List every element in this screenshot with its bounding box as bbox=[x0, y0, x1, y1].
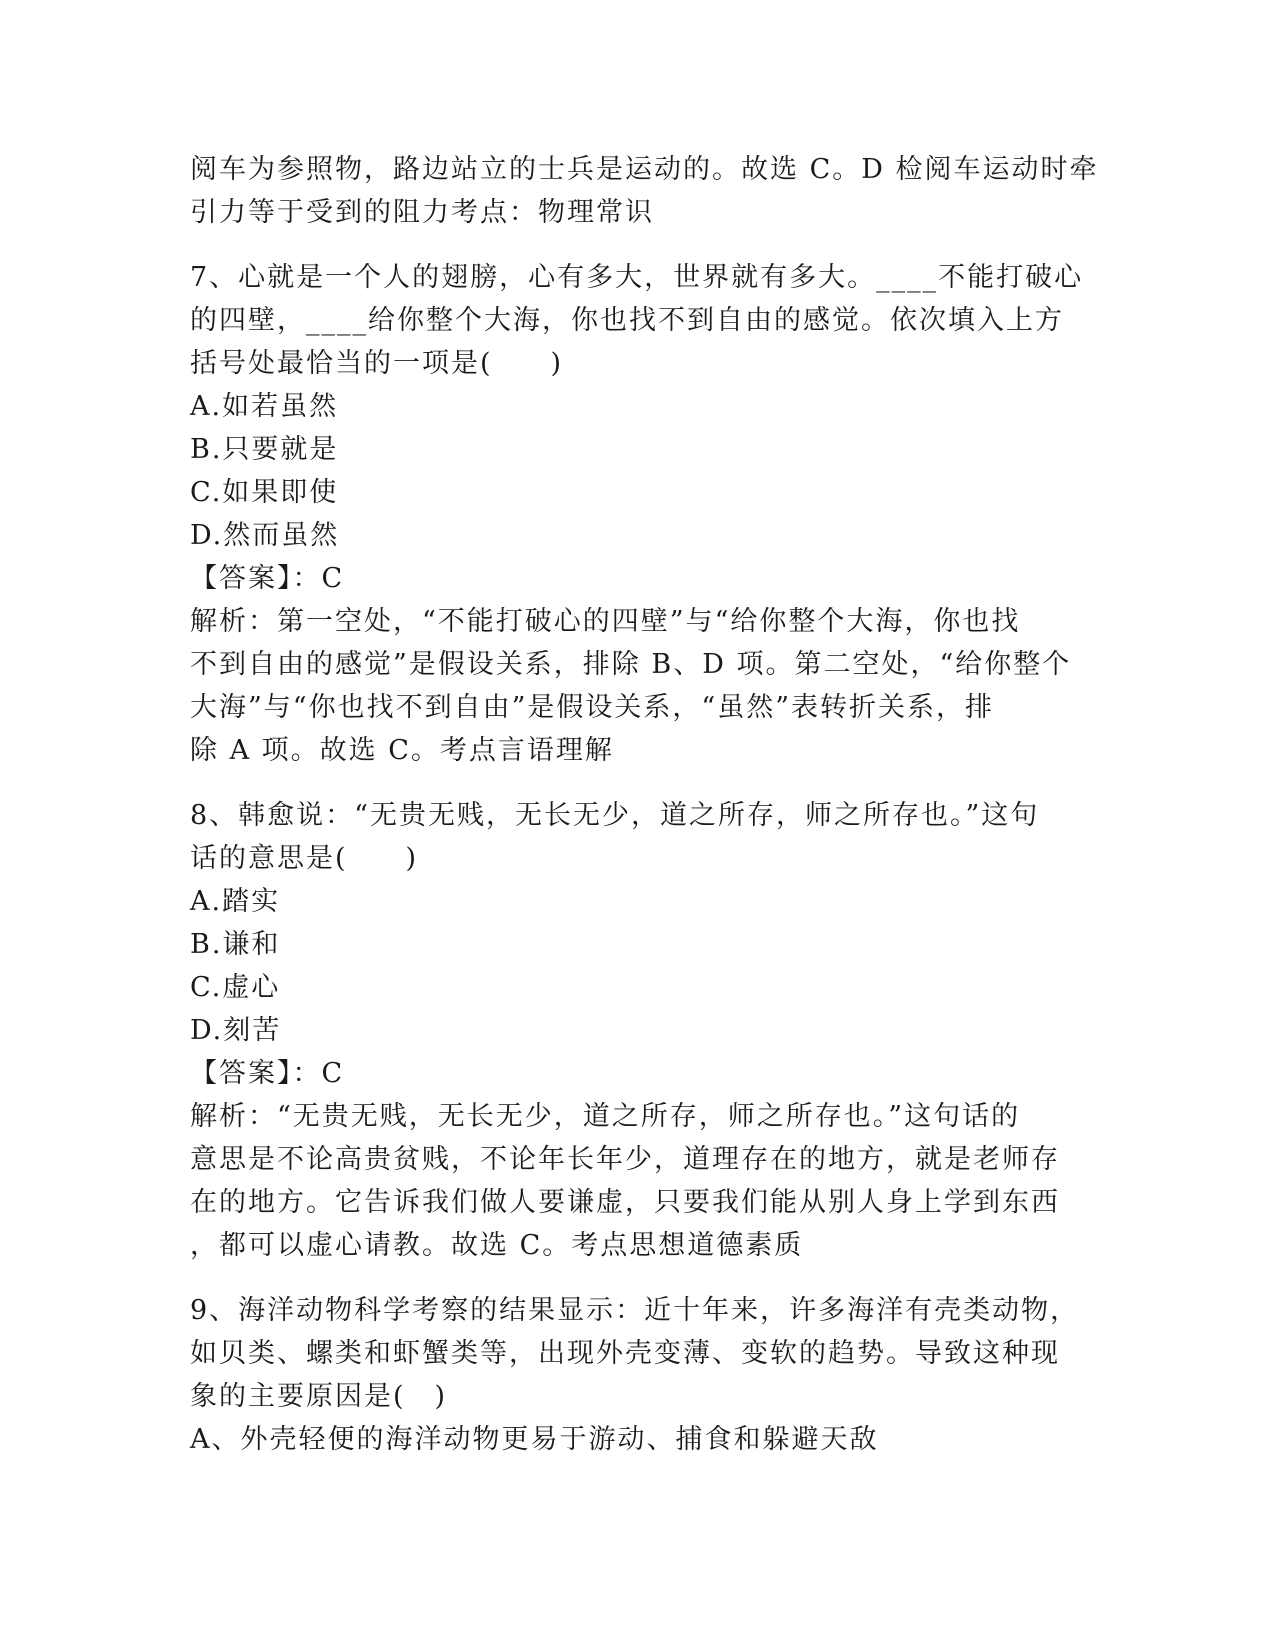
option-d: D.刻苦 bbox=[190, 1015, 282, 1046]
option-b: B.只要就是 bbox=[190, 434, 339, 465]
analysis-line: 除 A 项。故选 C。考点言语理解 bbox=[190, 735, 614, 766]
option-d: D.然而虽然 bbox=[190, 520, 340, 551]
question-stem-line: 7、心就是一个人的翅膀，心有多大，世界就有多大。____不能打破心 bbox=[190, 262, 1084, 293]
analysis-line: 解析：“无贵无贱，无长无少，道之所存，师之所存也。”这句话的 bbox=[190, 1101, 1021, 1132]
answer-line: 【答案】：C bbox=[190, 1058, 345, 1089]
question-stem-line: 象的主要原因是( ) bbox=[190, 1381, 448, 1412]
option-b: B.谦和 bbox=[190, 929, 281, 960]
previous-question-continuation bbox=[190, 148, 1099, 234]
question-stem-line: 的四壁，____给你整个大海，你也找不到自由的感觉。依次填入上方 bbox=[190, 305, 1064, 336]
document-page bbox=[190, 148, 1099, 1461]
question-9 bbox=[190, 1289, 1090, 1461]
option-c: C.如果即使 bbox=[190, 477, 339, 508]
analysis-line: 不到自由的感觉”是假设关系，排除 B、D 项。第二空处，“给你整个 bbox=[190, 649, 1072, 680]
option-a: A.如若虽然 bbox=[190, 391, 339, 422]
question-stem-line: 9、海洋动物科学考察的结果显示：近十年来，许多海洋有壳类动物， bbox=[190, 1295, 1080, 1326]
answer-line: 【答案】：C bbox=[190, 563, 345, 594]
analysis-line: 意思是不论高贵贫贱，不论年长年少，道理存在的地方，就是老师存 bbox=[190, 1144, 1060, 1175]
question-8 bbox=[190, 794, 1090, 1267]
question-stem-line: 括号处最恰当的一项是( ) bbox=[190, 348, 564, 379]
option-c: C.虚心 bbox=[190, 972, 281, 1003]
question-7 bbox=[190, 256, 1090, 772]
analysis-line: 在的地方。它告诉我们做人要谦虚，只要我们能从别人身上学到东西 bbox=[190, 1187, 1060, 1218]
analysis-line: 大海”与“你也找不到自由”是假设关系，“虽然”表转折关系，排 bbox=[190, 692, 995, 723]
question-stem-line: 如贝类、螺类和虾蟹类等，出现外壳变薄、变软的趋势。导致这种现 bbox=[190, 1338, 1060, 1369]
analysis-line: 解析：第一空处，“不能打破心的四壁”与“给你整个大海，你也找 bbox=[190, 606, 1021, 637]
text-line: 阅车为参照物，路边站立的士兵是运动的。故选 C。D 检阅车运动时牵 bbox=[190, 154, 1099, 185]
question-stem-line: 话的意思是( ) bbox=[190, 843, 419, 874]
option-a: A、外壳轻便的海洋动物更易于游动、捕食和躲避天敌 bbox=[190, 1424, 879, 1455]
question-stem-line: 8、韩愈说：“无贵无贱，无长无少，道之所存，师之所存也。”这句 bbox=[190, 800, 1040, 831]
analysis-line: ，都可以虚心请教。故选 C。考点思想道德素质 bbox=[190, 1230, 804, 1261]
option-a: A.踏实 bbox=[190, 886, 281, 917]
text-line: 引力等于受到的阻力考点：物理常识 bbox=[190, 197, 654, 228]
